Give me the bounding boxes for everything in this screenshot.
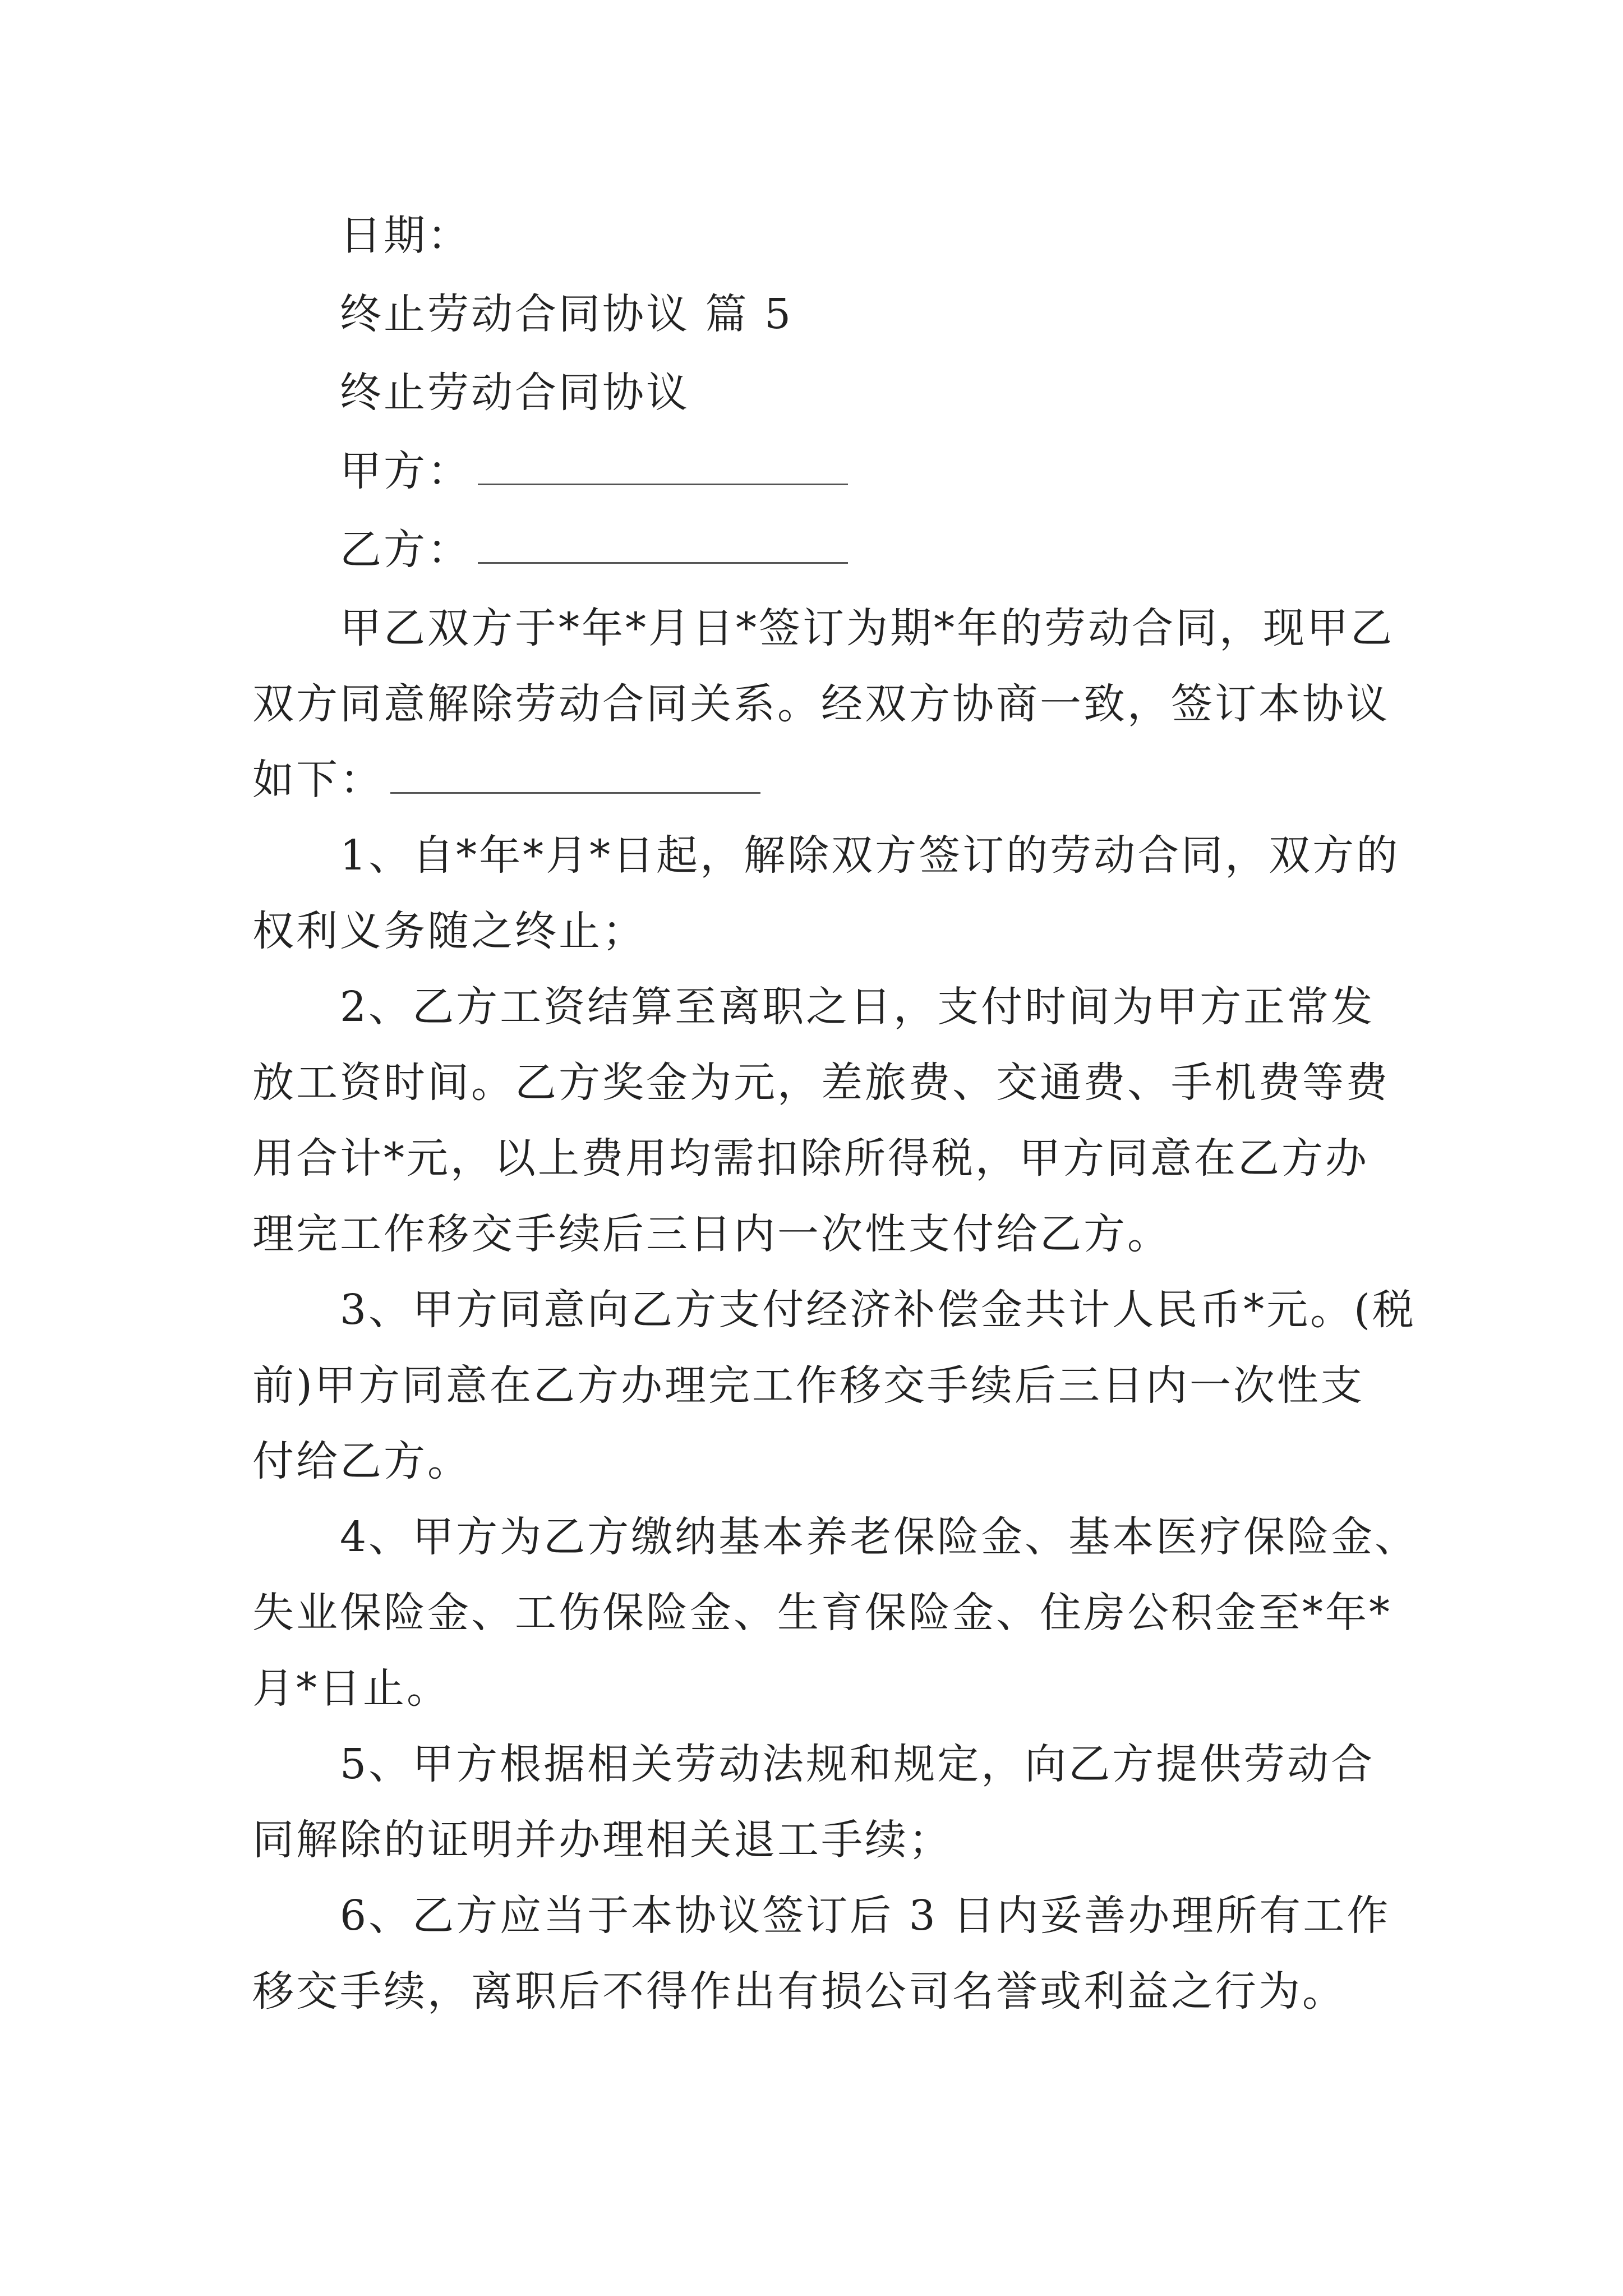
- paragraph-line: [340, 600, 1461, 656]
- paragraph-text: 同解除的证明并办理相关退工手续；: [252, 1816, 952, 1864]
- paragraph-text: 如下：: [252, 756, 384, 804]
- agreement-title-text: 终止劳动合同协议: [340, 369, 690, 417]
- paragraph-line: [252, 1206, 1374, 1262]
- paragraph-line: [252, 1812, 1374, 1868]
- paragraph-line: [340, 1888, 1461, 1944]
- paragraph-line: [252, 752, 1374, 808]
- paragraph-line: [252, 1055, 1390, 1111]
- agreement-title: [340, 365, 1461, 421]
- paragraph-line: [252, 1660, 1374, 1717]
- paragraph-text: 甲乙双方于*年*月日*签订为期*年的劳动合同，现甲乙: [340, 604, 1394, 652]
- paragraph-text: 前)甲方同意在乙方办理完工作移交手续后三日内一次性支: [252, 1361, 1364, 1410]
- party-b-blank: [478, 528, 848, 564]
- paragraph-line: [252, 1585, 1392, 1641]
- date-label: 日期：: [340, 211, 471, 260]
- paragraph-line: [252, 676, 1390, 732]
- paragraph-line: [252, 1433, 1374, 1489]
- section-heading-text: 终止劳动合同协议 篇 5: [340, 290, 794, 338]
- paragraph-line: [340, 979, 1461, 1035]
- paragraph-line: [252, 1130, 1374, 1186]
- paragraph-text: 1、自*年*月*日起，解除双方签订的劳动合同，双方的: [340, 831, 1400, 880]
- paragraph-text: 5、甲方根据相关劳动法规和规定，向乙方提供劳动合: [340, 1740, 1375, 1788]
- party-b-line: [340, 522, 1461, 578]
- paragraph-line: [340, 1509, 1461, 1565]
- paragraph-text: 6、乙方应当于本协议签订后 3 日内妥善办理所有工作: [340, 1892, 1391, 1940]
- paragraph-line: [252, 1358, 1374, 1414]
- paragraph-text: 3、甲方同意向乙方支付经济补偿金共计人民币*元。(税: [340, 1286, 1416, 1334]
- section-heading: [340, 286, 1461, 342]
- paragraph-text: 失业保险金、工伤保险金、生育保险金、住房公积金至*年*: [252, 1589, 1392, 1637]
- date-line: [340, 208, 1461, 264]
- paragraph-text: 放工资时间。乙方奖金为元，差旅费、交通费、手机费等费: [252, 1059, 1390, 1107]
- paragraph-line: [340, 1736, 1461, 1792]
- paragraph-text: 付给乙方。: [252, 1437, 471, 1485]
- paragraph-line: [252, 1963, 1374, 2019]
- party-a-blank: [478, 450, 848, 485]
- paragraph-text: 理完工作移交手续后三日内一次性支付给乙方。: [252, 1210, 1171, 1258]
- paragraph-text: 用合计*元，以上费用均需扣除所得税，甲方同意在乙方办: [252, 1134, 1369, 1182]
- paragraph-text: 月*日止。: [252, 1664, 450, 1713]
- paragraph-text: 双方同意解除劳动合同关系。经双方协商一致，签订本协议: [252, 680, 1390, 728]
- paragraph-text: 2、乙方工资结算至离职之日，支付时间为甲方正常发: [340, 983, 1375, 1031]
- paragraph-text: 移交手续，离职后不得作出有损公司名誉或利益之行为。: [252, 1967, 1346, 2016]
- party-a-label: 甲方：: [340, 447, 471, 495]
- paragraph-text: 4、甲方为乙方缴纳基本养老保险金、基本医疗保险金、: [340, 1513, 1419, 1561]
- paragraph-line: [340, 1282, 1461, 1338]
- party-b-label: 乙方：: [340, 526, 471, 574]
- terms-blank: [390, 758, 760, 794]
- paragraph-line: [340, 827, 1461, 884]
- paragraph-text: 权利义务随之终止；: [252, 907, 646, 955]
- party-a-line: [340, 443, 1461, 499]
- paragraph-line: [252, 903, 1374, 959]
